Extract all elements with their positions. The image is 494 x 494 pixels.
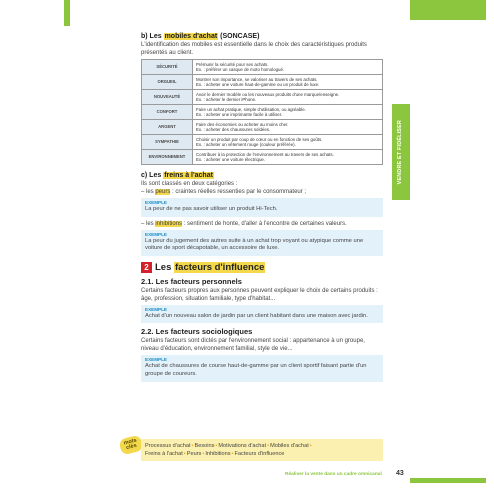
example-label: EXEMPLE: [145, 357, 167, 363]
footer-chapter-text: Réaliser la vente dans un cadre omnicanal: [285, 472, 382, 477]
example-text: La peur du jugement des autres suite à un achat trop voyant ou atypique comme une voiture de sport décapotable, un accessoire de luxe.: [145, 237, 364, 252]
heading-freins: c) Les freins à l'achat: [141, 172, 213, 179]
subsection-title-sociologiques: 2.2. Les facteurs sociologiques: [141, 327, 253, 337]
row-description: Faire un achat pratique, simple d'utilisation, ou agréable. Ex. : acheter une imprimante facile à utiliser.: [193, 105, 383, 120]
row-description: Faire des économies ou acheter au moins cher. Ex. : acheter des chaussures soldées.: [193, 120, 383, 135]
row-category: NOUVEAUTÉ: [142, 90, 193, 105]
row-category: ORGUEIL: [142, 75, 193, 90]
mobiles-intro: L'identification des mobiles est essentielle dans le choix des caractéristiques produits présentés au client.: [141, 42, 367, 56]
table-row: [142, 90, 383, 105]
footer-decor-bar: [410, 478, 486, 483]
table-row: [142, 60, 383, 75]
row-category: ENVIRONNEMENT: [142, 150, 193, 165]
example-box: [141, 305, 383, 324]
table-row: [142, 75, 383, 90]
side-chapter-tab: [392, 104, 410, 200]
row-category: CONFORT: [142, 105, 193, 120]
section-title: Les facteurs d'influence: [155, 261, 265, 273]
row-description: Contribuer à la protection de l'environnement au travers de ses achats. Ex. : acheter une voiture électrique.: [193, 150, 383, 165]
section-number-badge: 2: [141, 262, 152, 273]
freins-item-inhibitions: – les inhibitions : sentiment de honte, d'aller à l'encontre de certaines valeurs.: [141, 220, 347, 227]
subsection-text-personnels: Certains facteurs propres aux personnes peuvent expliquer le choix de certains produits : âge, profession, situation familiale, type d'habitat...: [141, 287, 378, 302]
table-row: [142, 135, 383, 150]
table-row: [142, 150, 383, 165]
table-row: [142, 105, 383, 120]
mots-cles-box: [141, 439, 383, 461]
keywords-line-1: Processus d'achat•Besoins•Motivations d'achat•Mobiles d'achat•: [145, 443, 312, 449]
subsection-text-sociologiques: Certains facteurs sont dictés par l'environnement social : appartenance à un groupe, niveau d'éducation, environnement familial, style de vie...: [141, 338, 365, 353]
subsection-title-personnels: 2.1. Les facteurs personnels: [141, 276, 242, 286]
section-heading-2: [141, 262, 383, 273]
row-description: Montrer son importance, se valoriser au travers de ses achats. Ex. : acheter une voiture haut-de-gamme ou un produit de luxe.: [193, 75, 383, 90]
row-description: Choisir un produit par coup de cœur ou en fonction de ses goûts. Ex. : acheter un vêtement rouge (couleur préférée).: [193, 135, 383, 150]
keywords-line-2: Freins à l'achat•Peurs•Inhibitions•Facteurs d'influence: [145, 451, 285, 457]
example-label: EXEMPLE: [145, 231, 167, 237]
example-text: Achat d'un nouveau salon de jardin par un client habitant dans une maison avec jardin.: [145, 312, 368, 319]
freins-item-peurs: – les peurs : craintes réelles ressenties par le consommateur ;: [141, 189, 307, 195]
table-row: [142, 120, 383, 135]
freins-intro: Ils sont classés en deux catégories :: [141, 181, 238, 187]
row-category: ARGENT: [142, 120, 193, 135]
example-box: [141, 198, 383, 217]
example-box: [141, 230, 383, 256]
example-label: EXEMPLE: [145, 200, 167, 205]
example-text: La peur de ne pas savoir utiliser un produit Hi-Tech.: [145, 206, 278, 212]
row-description: Avoir le dernier modèle ou les nouveaux produits d'une marque/enseigne. Ex. : acheter le dernier iPhone.: [193, 90, 383, 105]
page-content: [141, 32, 383, 385]
example-box: [141, 355, 383, 381]
example-text: Achat de chaussures de course haut-de-gamme par un client sportif faisant partie d'un groupe de coureurs.: [145, 363, 367, 377]
top-decor-bar-right: [410, 0, 486, 20]
soncase-table: [141, 59, 383, 165]
side-tab-label: VENDRE ET FIDÉLISER: [397, 119, 404, 185]
page-number: 43: [396, 470, 404, 477]
top-decor-bar-left: [64, 0, 70, 26]
mots-cles-badge: mots clés: [118, 435, 143, 456]
row-category: SÉCURITÉ: [142, 60, 193, 75]
example-label: EXEMPLE: [145, 306, 167, 312]
row-category: SYMPATHIE: [142, 135, 193, 150]
heading-mobiles: b) Les mobiles d'achat (SONCASE): [141, 33, 260, 40]
row-description: Prémunir la sécurité pour ses achats. Ex. : préférer un casque de moto homologué.: [193, 60, 383, 75]
